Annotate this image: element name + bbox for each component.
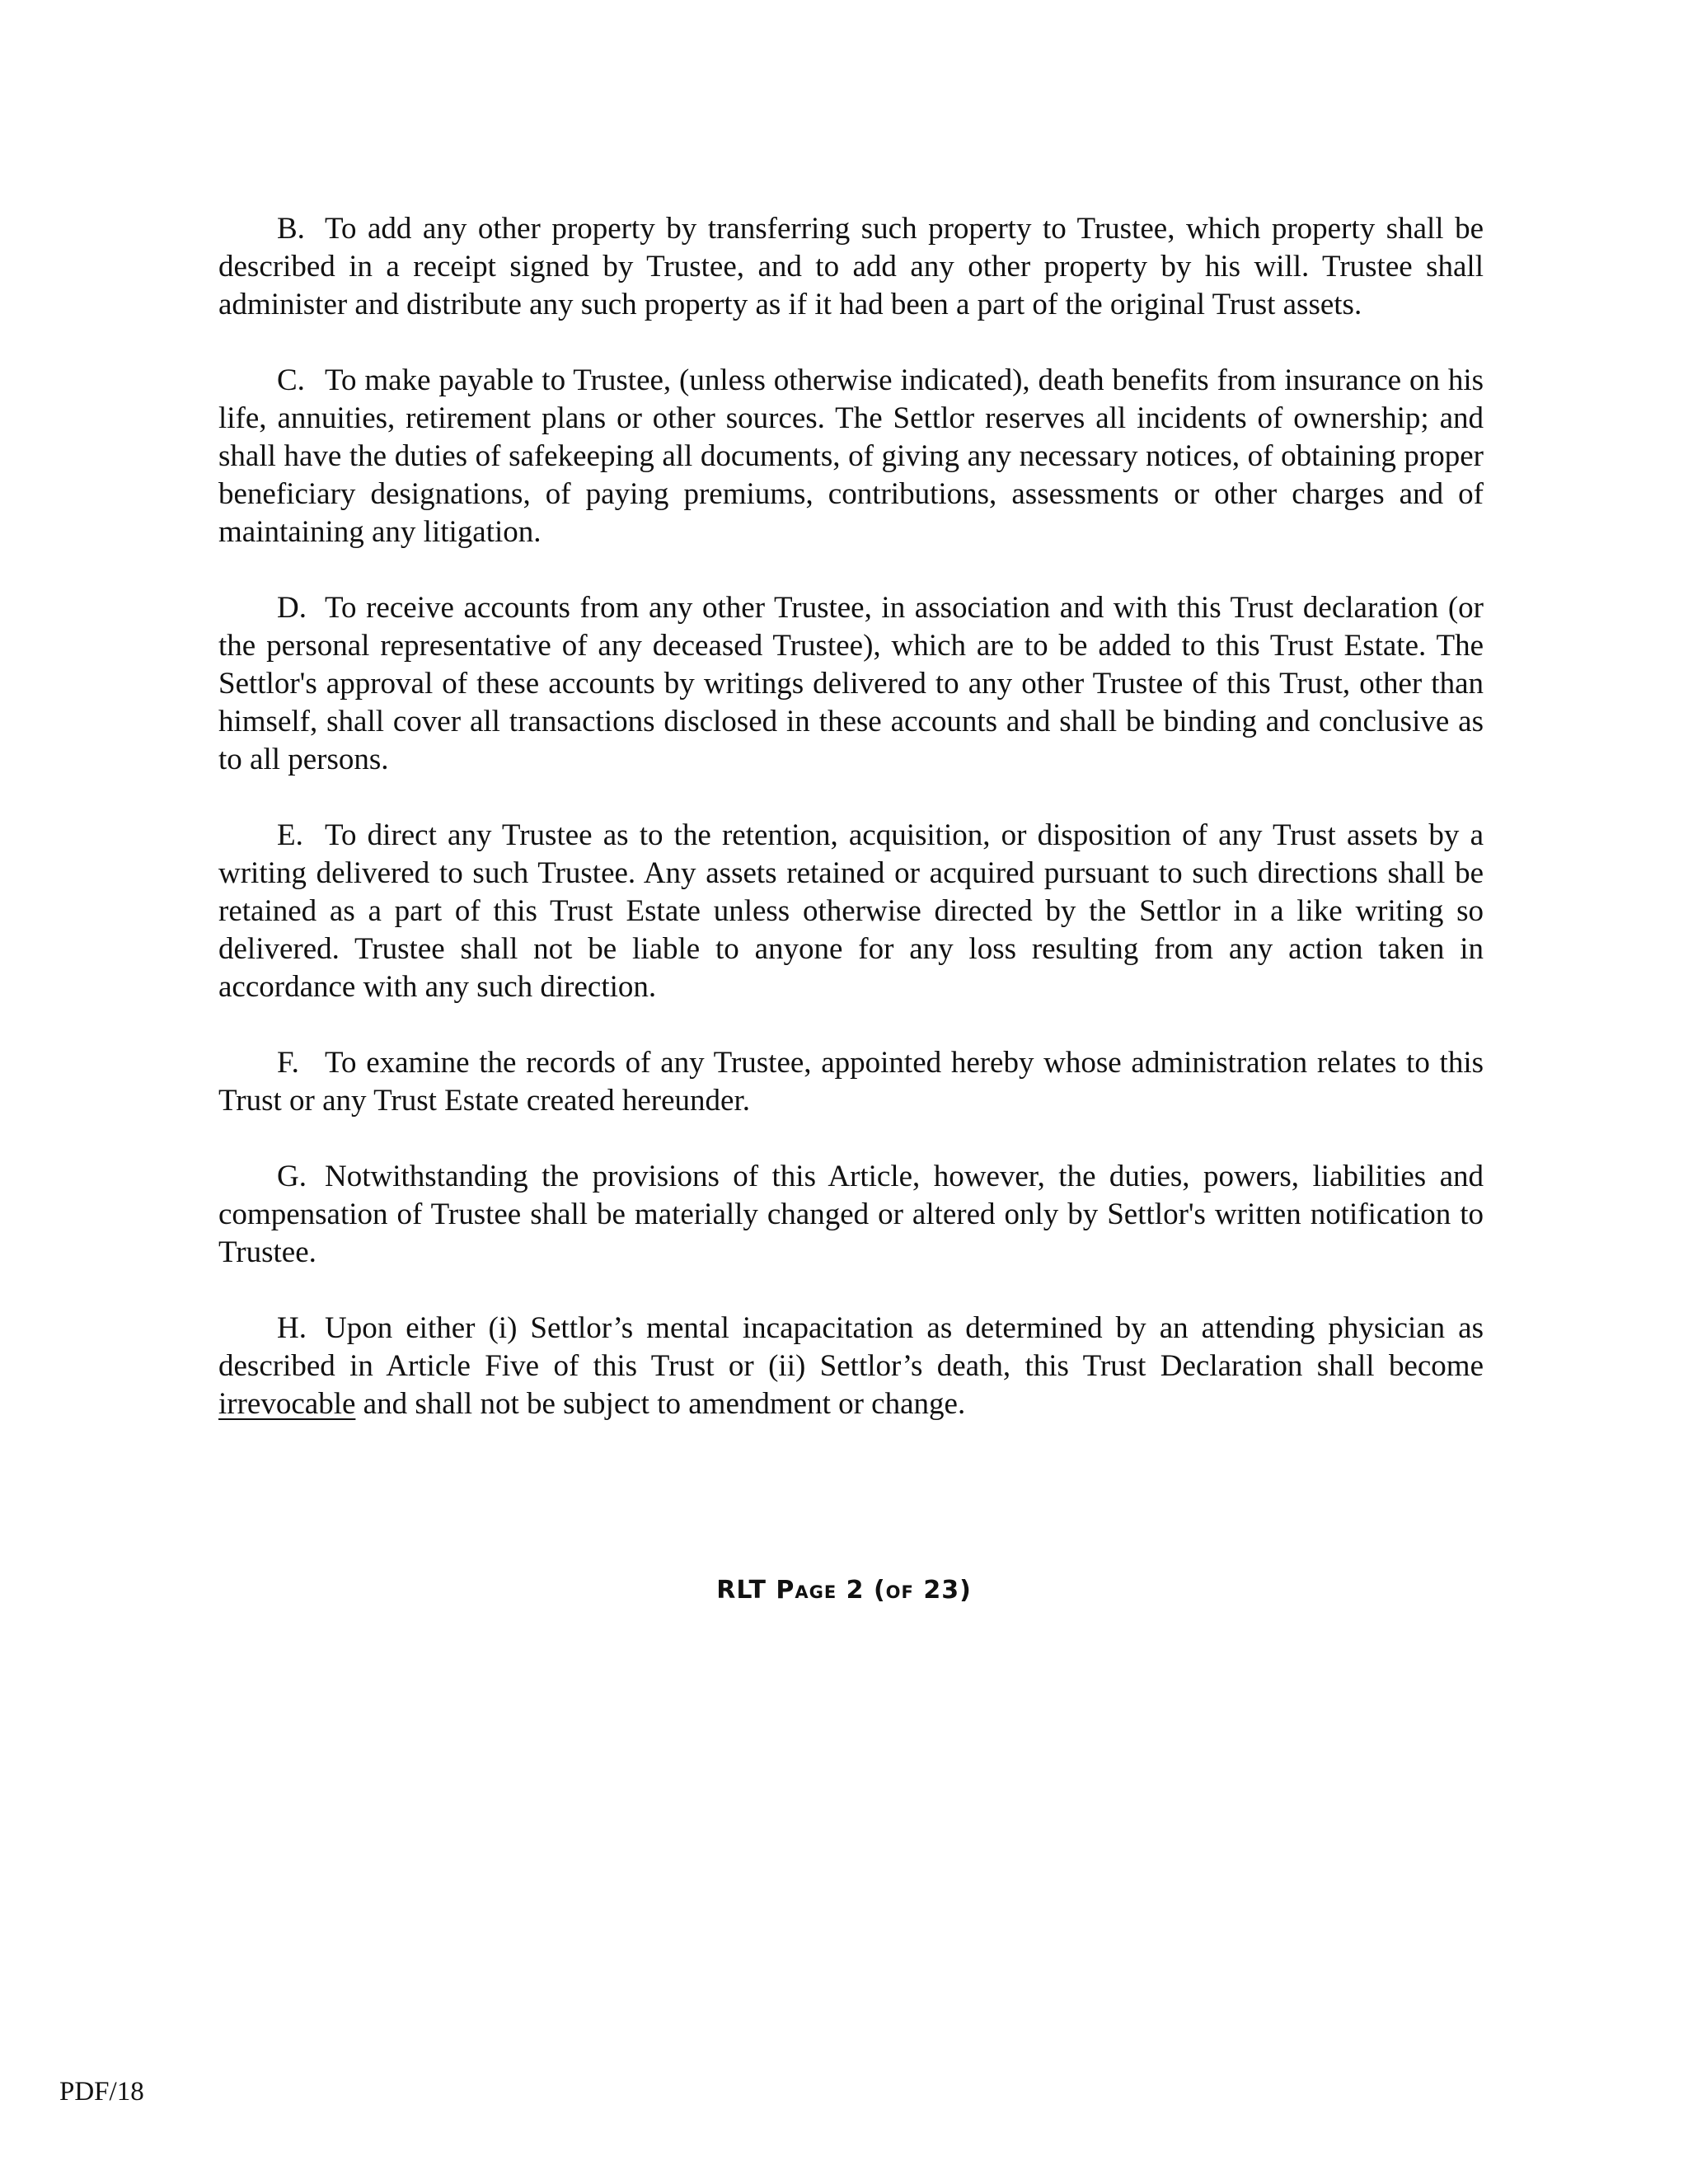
paragraph-letter: F. xyxy=(277,1046,299,1080)
paragraph-text: To add any other property by transferring such property to Trustee, which property shall be described in a receipt signed by Trustee, and to add any other property by his will. Trustee shall administer and distribute any such property as if it had been a part of the original Trust assets. xyxy=(218,212,1484,321)
paragraph-letter: C. xyxy=(277,363,305,397)
paragraph-letter: B. xyxy=(277,212,305,246)
paragraph-letter: G. xyxy=(277,1160,307,1193)
paragraph-e xyxy=(218,817,1484,1006)
underlined-term: irrevocable xyxy=(218,1387,356,1421)
paragraph-text: To make payable to Trustee, (unless otherwise indicated), death benefits from insurance on his life, annuities, retirement plans or other sources. The Settlor reserves all incidents of ownership; and shall have the duties of safekeeping all documents, of giving any necessary notices, of obtaining proper beneficiary designations, of paying premiums, contributions, assessments or other charges and of maintaining any litigation. xyxy=(218,363,1484,549)
paragraph-g xyxy=(218,1158,1484,1272)
paragraph-text: Notwithstanding the provisions of this Article, however, the duties, powers, liabilities and compensation of Trustee shall be materially changed or altered only by Settlor's written notification to Trustee. xyxy=(218,1160,1484,1269)
paragraph-text: To direct any Trustee as to the retention, acquisition, or disposition of any Trust assets by a writing delivered to such Trustee. Any assets retained or acquired pursuant to such directions shall be retained as a part of this Trust Estate unless otherwise directed by the Settlor in a like writing so delivered. Trustee shall not be liable to anyone for any loss resulting from any action taken in accordance with any such direction. xyxy=(218,818,1484,1004)
paragraph-b xyxy=(218,210,1484,324)
paragraph-text: To receive accounts from any other Trustee, in association and with this Trust declaration (or the personal representative of any deceased Trustee), which are to be added to this Trust Estate. The Settlor's approval of these accounts by writings delivered to any other Trustee of this Trust, other than himself, shall cover all transactions disclosed in these accounts and shall be binding and conclusive as to all persons. xyxy=(218,591,1484,776)
paragraph-text-end: and shall not be subject to amendment or change. xyxy=(355,1387,966,1421)
paragraph-d xyxy=(218,589,1484,779)
paragraph-text: Upon either (i) Settlor’s mental incapacitation as determined by an attending physician as described in Article Five of this Trust or (ii) Settlor’s death, this Trust Declaration shall become xyxy=(218,1311,1484,1383)
paragraph-c xyxy=(218,362,1484,551)
paragraph-h xyxy=(218,1310,1484,1423)
paragraph-f xyxy=(218,1044,1484,1120)
document-body xyxy=(218,210,1484,1461)
paragraph-letter: E. xyxy=(277,818,303,852)
corner-page-mark: PDF/18 xyxy=(59,2077,144,2107)
paragraph-letter: H. xyxy=(277,1311,307,1345)
page-footer: RLT Page 2 (of 23) xyxy=(716,1576,972,1605)
paragraph-text: To examine the records of any Trustee, appointed hereby whose administration relates to this Trust or any Trust Estate created hereunder. xyxy=(218,1046,1484,1118)
paragraph-letter: D. xyxy=(277,591,307,625)
